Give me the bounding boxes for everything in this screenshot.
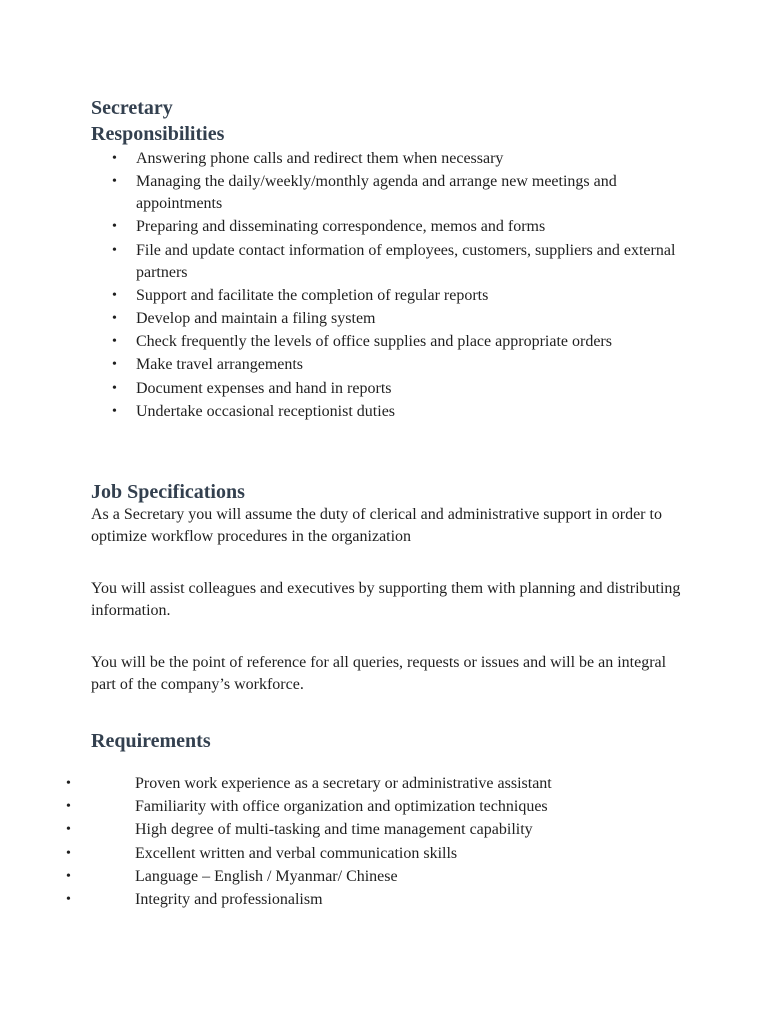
- bullet-icon: •: [112, 334, 117, 350]
- list-item: [0, 171, 681, 215]
- list-item-text: Support and facilitate the completion of regular reports: [136, 286, 489, 304]
- bullet-icon: •: [66, 891, 71, 907]
- list-item-text: Familiarity with office organization and optimization techniques: [135, 798, 548, 816]
- list-item: [0, 216, 681, 238]
- list-item: [0, 240, 681, 284]
- requirements-heading: Requirements: [91, 730, 211, 752]
- list-item: [0, 285, 681, 307]
- bullet-icon: •: [112, 287, 117, 303]
- bullet-icon: •: [66, 845, 71, 861]
- bullet-icon: •: [112, 357, 117, 373]
- list-item-text: Integrity and professionalism: [135, 890, 323, 908]
- bullet-icon: •: [112, 403, 117, 419]
- list-item: [0, 401, 681, 423]
- job-spec-paragraph: You will be the point of reference for all queries, requests or issues and will be an integral part of the company’s workforce.: [91, 654, 667, 693]
- list-item-text: Excellent written and verbal communication skills: [135, 844, 458, 862]
- list-item-text: Proven work experience as a secretary or administrative assistant: [135, 775, 552, 792]
- bullet-icon: •: [112, 174, 117, 190]
- bullet-icon: •: [66, 868, 71, 884]
- responsibilities-heading: Responsibilities: [91, 123, 225, 145]
- list-item: [0, 378, 681, 400]
- bullet-icon: •: [112, 219, 117, 235]
- list-item: [0, 308, 681, 330]
- job-spec-paragraph: You will assist colleagues and executives by supporting them with planning and distributing information.: [91, 580, 681, 619]
- responsibilities-list: [0, 148, 681, 424]
- list-item: [0, 819, 695, 841]
- list-item: [0, 866, 695, 888]
- list-item: [0, 354, 681, 376]
- list-item: [0, 148, 681, 170]
- list-item-text: Answering phone calls and redirect them when necessary: [136, 150, 504, 167]
- list-item-text: Managing the daily/weekly/monthly agenda and arrange new meetings and appointments: [136, 173, 617, 213]
- list-item: [0, 889, 695, 911]
- list-item-text: High degree of multi-tasking and time management capability: [135, 821, 533, 839]
- list-item-text: Document expenses and hand in reports: [136, 379, 392, 397]
- list-item: [0, 843, 695, 865]
- bullet-icon: •: [66, 776, 71, 791]
- list-item-text: Make travel arrangements: [136, 356, 304, 374]
- list-item: [0, 773, 695, 795]
- job-specifications-heading: Job Specifications: [91, 481, 245, 503]
- list-item-text: Undertake occasional receptionist duties: [136, 402, 396, 420]
- requirements-list: [0, 773, 695, 912]
- bullet-icon: •: [112, 310, 117, 326]
- bullet-icon: •: [112, 151, 117, 166]
- bullet-icon: •: [66, 822, 71, 838]
- list-item-text: Check frequently the levels of office supplies and place appropriate orders: [136, 333, 612, 351]
- document-title: Secretary: [91, 97, 173, 119]
- list-item-text: Language – English / Myanmar/ Chinese: [135, 867, 398, 885]
- list-item-text: Preparing and disseminating correspondence, memos and forms: [136, 218, 546, 236]
- list-item: [0, 796, 695, 818]
- job-spec-paragraph: As a Secretary you will assume the duty of clerical and administrative support in order to optimize workflow procedures in the organization: [91, 506, 662, 545]
- bullet-icon: •: [112, 380, 117, 396]
- bullet-icon: •: [112, 242, 117, 258]
- list-item: [0, 331, 681, 353]
- bullet-icon: •: [66, 799, 71, 815]
- list-item-text: File and update contact information of employees, customers, suppliers and external partners: [136, 241, 676, 281]
- list-item-text: Develop and maintain a filing system: [136, 309, 376, 327]
